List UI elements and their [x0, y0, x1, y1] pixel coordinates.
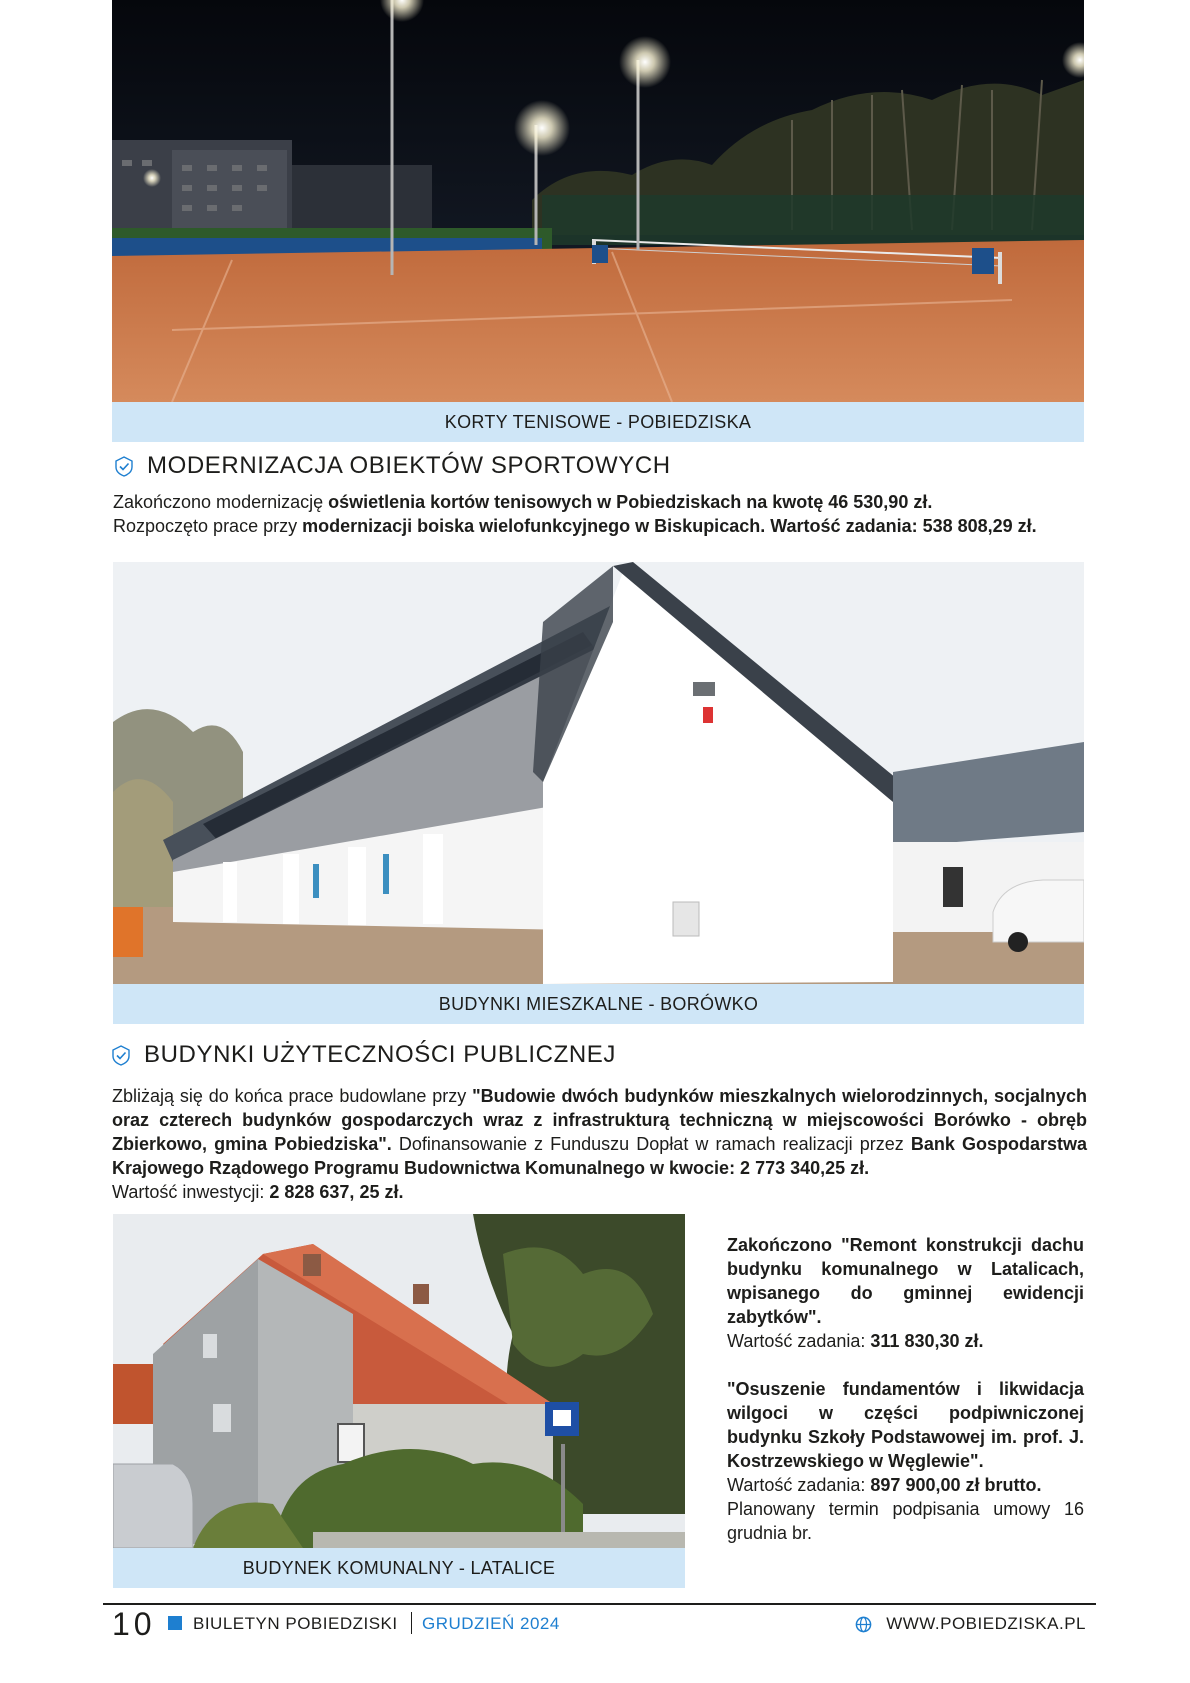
sport-line1-text: Zakończono modernizację [113, 492, 329, 512]
school-contract-note: Planowany termin podpisania umowy 16 grudnia br. [727, 1499, 1084, 1543]
public-value-label: Wartość inwestycji: [112, 1182, 270, 1202]
sport-line2-bold: modernizacji boiska wielofunkcyjnego w Biskupicach. Wartość zadania: 538 808,29 zł. [302, 516, 1037, 536]
footer-separator [411, 1612, 412, 1634]
globe-icon [855, 1616, 872, 1633]
residential-buildings-photo [113, 562, 1084, 984]
public-p1-bold2: Bank Gospodarstwa Krajowego Rządowego Programu Budownictwa Komunalnego w kwocie: 2 773 340,25 zł. [112, 1134, 1087, 1178]
communal-building-photo [113, 1214, 685, 1548]
public-value-line [112, 1180, 1087, 1204]
section-heading-sport-text: MODERNIZACJA OBIEKTÓW SPORTOWYCH [147, 452, 671, 479]
tennis-photo-caption: KORTY TENISOWE - POBIEDZISKA [112, 402, 1084, 442]
roof-repair-paragraph [727, 1233, 1084, 1353]
roof-repair-title: Zakończono "Remont konstrukcji dachu budynku komunalnego w Latalicach, wpisanego do gminnej ewidencji zabytków". [727, 1235, 1084, 1327]
footer-square-icon [168, 1616, 182, 1630]
school-drainage-paragraph [727, 1377, 1084, 1545]
shield-check-icon [113, 455, 135, 477]
website-text: WWW.POBIEDZISKA.PL [886, 1614, 1086, 1633]
website-link[interactable] [855, 1614, 1086, 1634]
sport-line2-text: Rozpoczęto prace przy [113, 516, 303, 536]
public-p1-text2: Dofinansowanie z Funduszu Dopłat w ramach realizacji przez [391, 1134, 911, 1154]
communal-photo-caption: BUDYNEK KOMUNALNY - LATALICE [113, 1548, 685, 1588]
publication-name: BIULETYN POBIEDZISKI [193, 1614, 398, 1633]
school-value-label: Wartość zadania: [727, 1475, 871, 1495]
public-p1-bold: "Budowie dwóch budynków mieszkalnych wielorodzinnych, socjalnych oraz czterech budynków gospodarczych wraz z infrastrukturą techniczną w miejscowości Borówko - obręb Zbierkowo, gmina Pobiedziska". [112, 1086, 1087, 1154]
tennis-courts-photo [112, 0, 1084, 402]
sport-line1-bold: oświetlenia kortów tenisowych w Pobiedziskach na kwotę 46 530,90 zł. [328, 492, 933, 512]
sport-paragraph [113, 490, 1093, 538]
page-number: 10 [112, 1606, 156, 1642]
public-paragraph [112, 1084, 1087, 1180]
shield-check-icon [110, 1044, 132, 1066]
roof-value-label: Wartość zadania: [727, 1331, 871, 1351]
residential-photo-caption: BUDYNKI MIESZKALNE - BORÓWKO [113, 984, 1084, 1024]
section-heading-sport [113, 452, 671, 480]
section-heading-public-text: BUDYNKI UŻYTECZNOŚCI PUBLICZNEJ [144, 1041, 616, 1068]
school-drainage-title: "Osuszenie fundamentów i likwidacja wilgoci w części podpiwniczonej budynku Szkoły Podstawowej im. prof. J. Kostrzewskiego w Węglewie". [727, 1379, 1084, 1471]
roof-value-amount: 311 830,30 zł. [870, 1331, 984, 1351]
public-value-amount: 2 828 637, 25 zł. [269, 1182, 404, 1202]
school-value-amount: 897 900,00 zł brutto. [870, 1475, 1042, 1495]
footer-divider [103, 1603, 1096, 1605]
issue-date: GRUDZIEŃ 2024 [422, 1614, 560, 1633]
section-heading-public [110, 1041, 616, 1069]
public-p1-text: Zbliżają się do końca prace budowlane przy [112, 1086, 473, 1106]
